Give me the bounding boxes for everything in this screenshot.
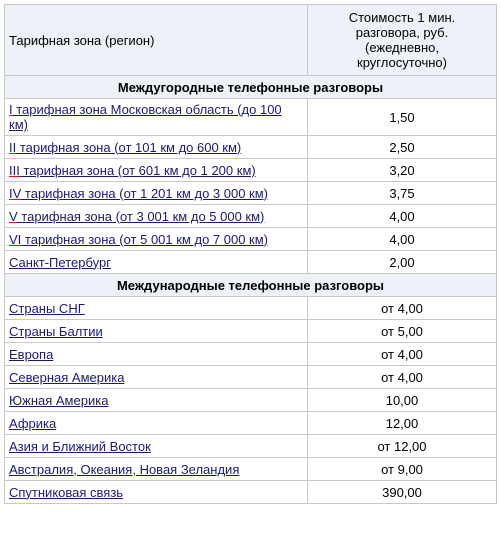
zone-cell [5,159,308,182]
table-row [5,412,497,435]
zone-number: VI [9,231,22,247]
zone-cell [5,435,308,458]
zone-link[interactable] [9,255,111,270]
section-title: Междугородные телефонные разговоры [5,76,497,99]
zone-label: Австралия, Океания, Новая Зеландия [9,461,240,477]
price-cell: от 4,00 [308,297,497,320]
zone-label: Спутниковая связь [9,484,124,500]
zone-cell [5,228,308,251]
zone-cell [5,412,308,435]
price-header-line: круглосуточно) [357,55,447,70]
table-row [5,251,497,274]
zone-link[interactable] [9,485,123,500]
price-header-line: (ежедневно, [365,40,439,55]
tariff-table [4,4,497,504]
table-row [5,481,497,504]
zone-cell [5,205,308,228]
zone-label: тарифная зона (от 101 км до 600 км) [16,139,242,155]
zone-number: IV [9,185,22,201]
zone-link[interactable] [9,370,124,385]
zone-label: тарифная зона (от 5 001 км до 7 000 км) [21,231,269,247]
zone-link[interactable] [9,439,151,454]
price-cell: 3,20 [308,159,497,182]
price-cell: 390,00 [308,481,497,504]
section-title: Международные телефонные разговоры [5,274,497,297]
zone-cell [5,389,308,412]
zone-link[interactable] [9,301,85,316]
zone-label: тарифная зона Московская область (до 100 км) [9,102,282,132]
zone-label: Африка [9,415,57,431]
zone-number: II [9,139,17,155]
zone-cell [5,481,308,504]
header-row [5,5,497,76]
price-cell: 4,00 [308,205,497,228]
table-row [5,435,497,458]
table-row [5,343,497,366]
zone-number: III [9,162,20,178]
price-column-header [308,5,497,76]
section-header-row [5,274,497,297]
zone-cell [5,343,308,366]
price-header-line: разговора, руб. [355,25,449,40]
price-cell: от 12,00 [308,435,497,458]
zone-label: Северная Америка [9,369,125,385]
zone-link[interactable] [9,209,264,224]
zone-cell [5,297,308,320]
zone-link[interactable] [9,163,256,178]
zone-cell [5,99,308,136]
zone-link[interactable] [9,393,108,408]
zone-label: Санкт-Петербург [9,254,111,270]
table-row [5,159,497,182]
zone-link[interactable] [9,416,56,431]
price-cell: 10,00 [308,389,497,412]
table-row [5,228,497,251]
zone-number: I [9,102,13,117]
table-row [5,320,497,343]
table-row [5,366,497,389]
zone-cell [5,251,308,274]
price-header-line: Стоимость 1 мин. [348,10,456,25]
zone-label: Азия и Ближний Восток [9,438,151,454]
table-row [5,458,497,481]
zone-link[interactable] [9,462,239,477]
table-row [5,297,497,320]
zone-column-header: Тарифная зона (регион) [5,5,308,76]
price-cell: 4,00 [308,228,497,251]
price-cell: 12,00 [308,412,497,435]
price-cell: от 9,00 [308,458,497,481]
zone-cell [5,182,308,205]
price-cell: 2,50 [308,136,497,159]
zone-label: тарифная зона (от 601 км до 1 200 км) [19,162,256,178]
table-row [5,136,497,159]
price-cell: от 5,00 [308,320,497,343]
price-cell: от 4,00 [308,366,497,389]
zone-link[interactable] [9,324,103,339]
price-cell: 1,50 [308,99,497,136]
table-row [5,389,497,412]
zone-link[interactable] [9,102,282,132]
table-row [5,205,497,228]
price-cell: 3,75 [308,182,497,205]
zone-label: Европа [9,346,54,362]
table-row [5,99,497,136]
zone-cell [5,458,308,481]
zone-link[interactable] [9,140,241,155]
price-cell: от 4,00 [308,343,497,366]
zone-cell [5,320,308,343]
price-cell: 2,00 [308,251,497,274]
zone-label: тарифная зона (от 3 001 км до 5 000 км) [17,208,265,224]
section-header-row [5,76,497,99]
zone-cell [5,366,308,389]
table-body [5,76,497,504]
zone-label: Страны Балтии [9,323,103,339]
zone-link[interactable] [9,347,53,362]
zone-link[interactable] [9,232,268,247]
zone-number: V [9,208,18,224]
zone-label: тарифная зона (от 1 201 км до 3 000 км) [21,185,269,201]
table-row [5,182,497,205]
zone-label: Южная Америка [9,392,109,408]
zone-cell [5,136,308,159]
zone-label: Страны СНГ [9,300,85,316]
zone-link[interactable] [9,186,268,201]
